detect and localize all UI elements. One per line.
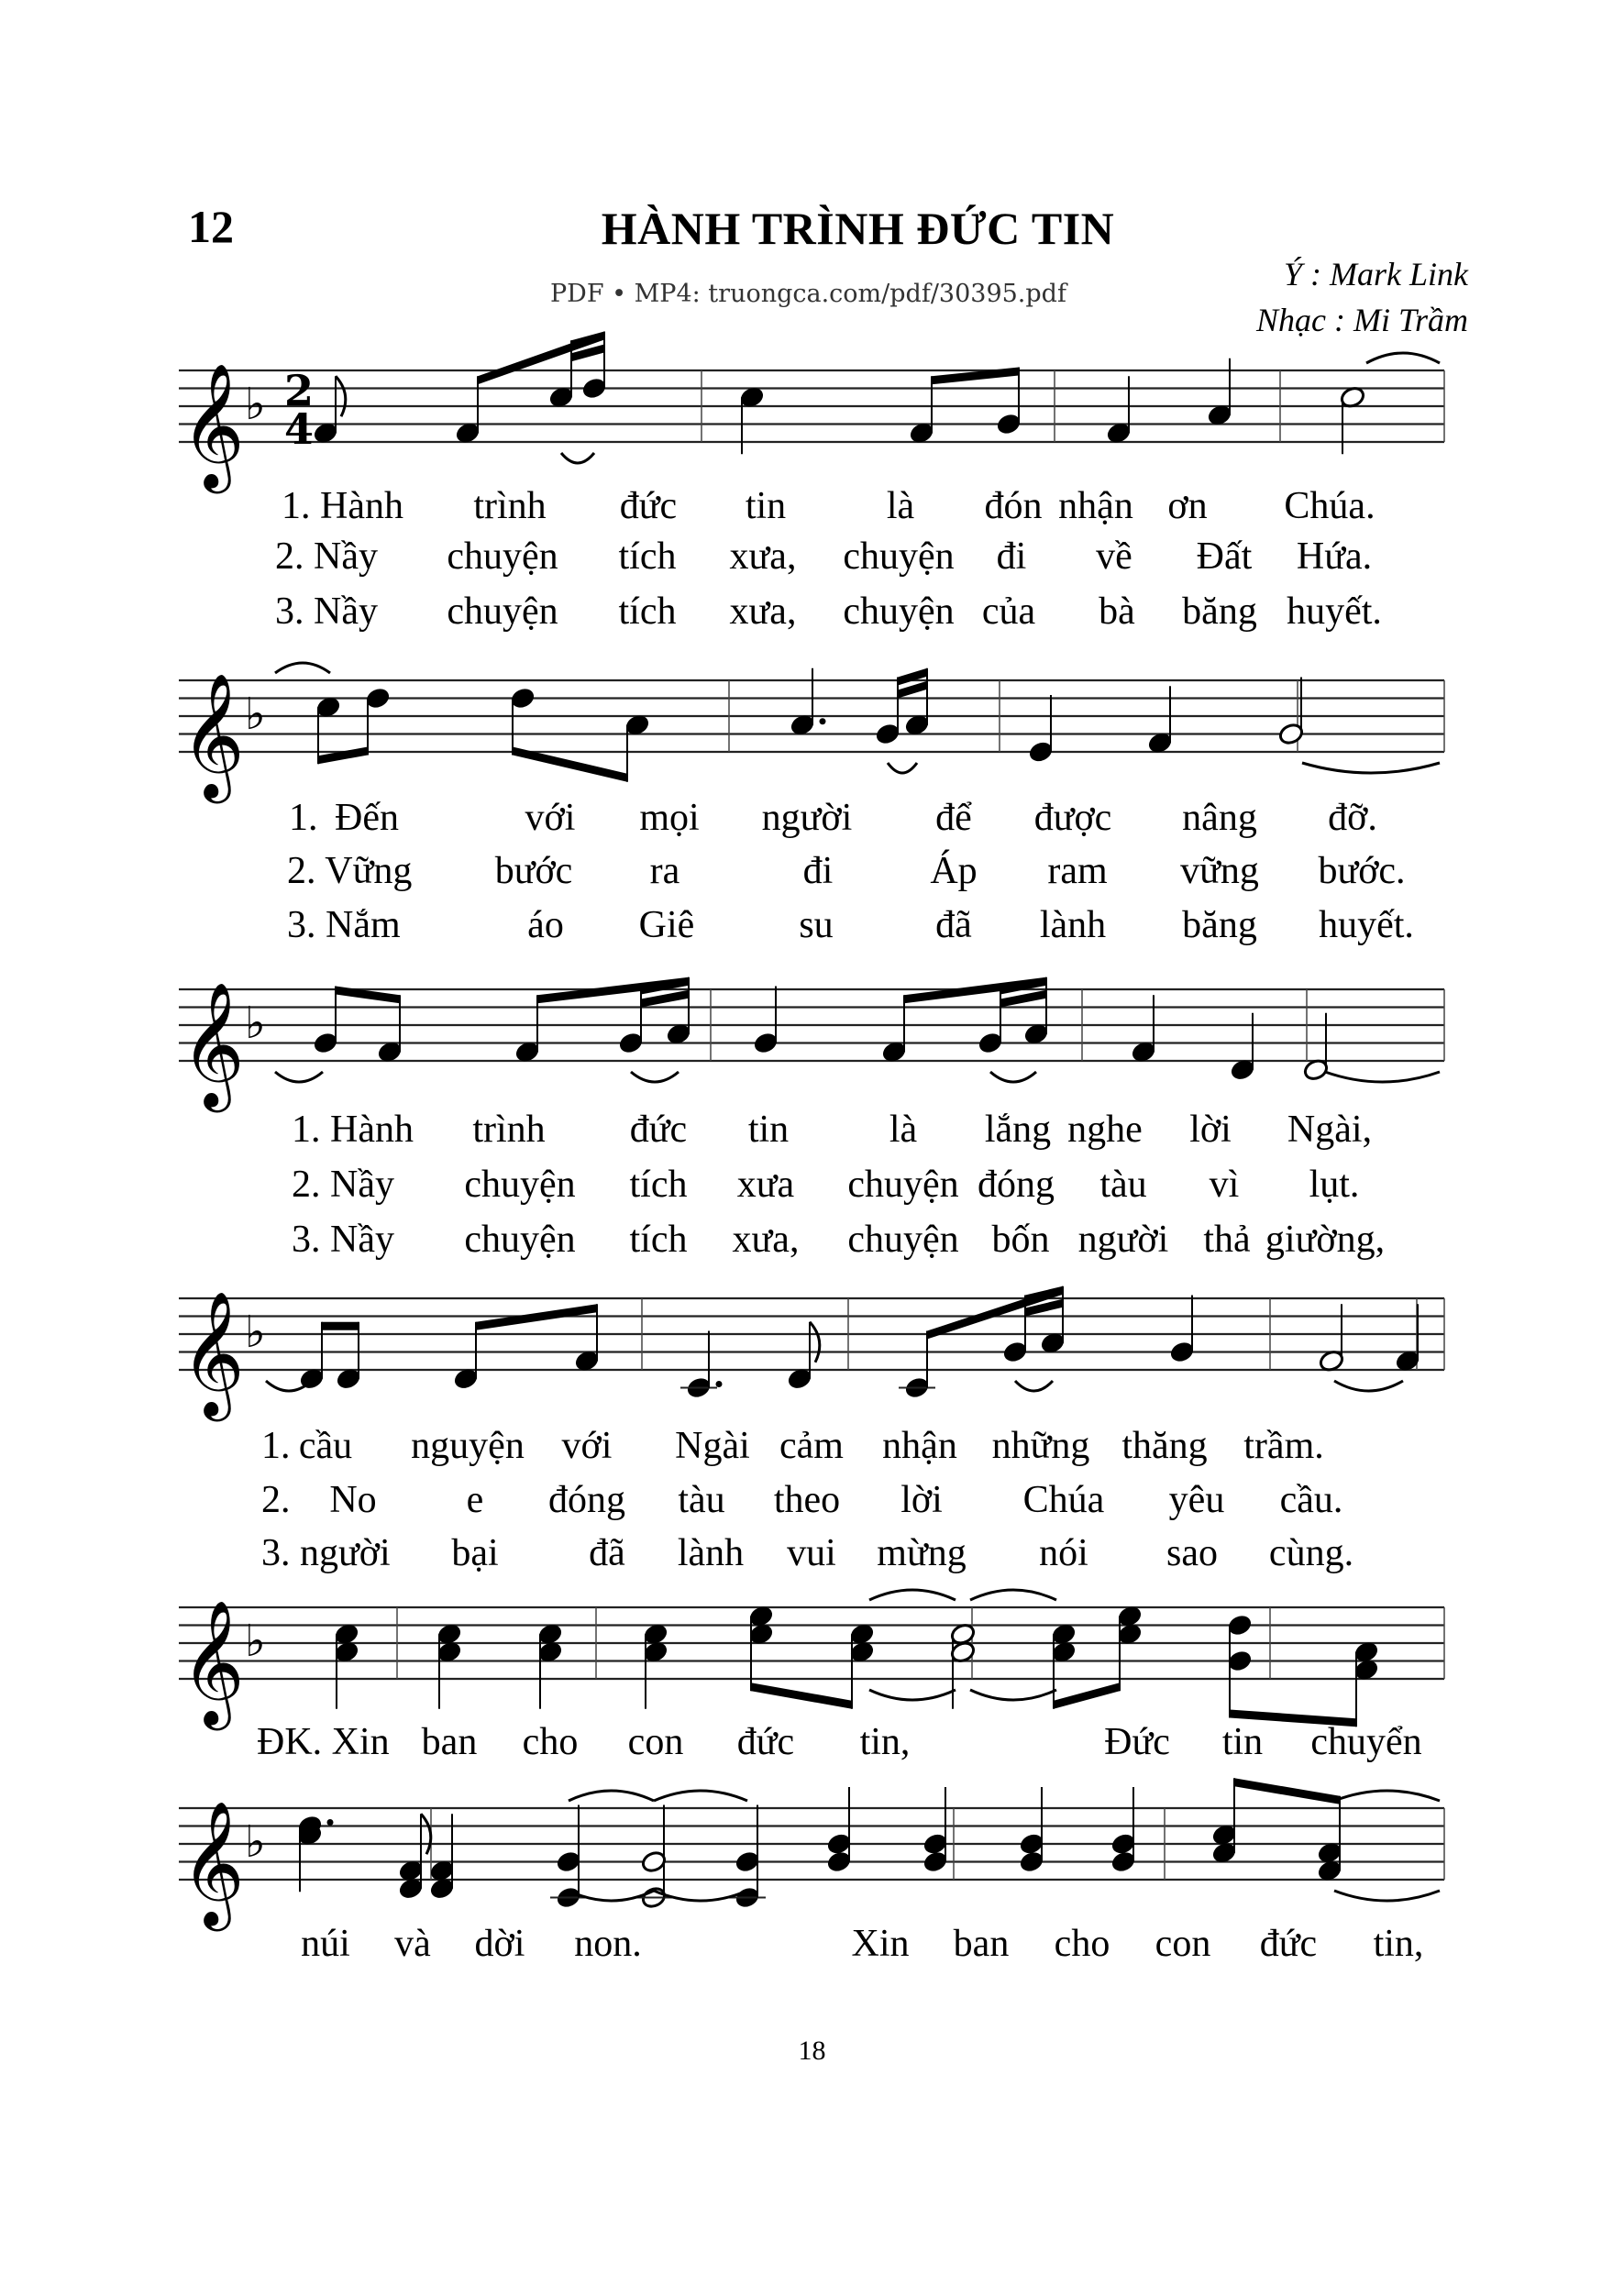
- staff-system: [179, 332, 1444, 494]
- beam: [1234, 1778, 1340, 1804]
- tie: [275, 663, 330, 673]
- lyric-word: tích: [618, 590, 677, 633]
- lyric-word: núi: [301, 1923, 350, 1965]
- lyric-word: đã: [935, 904, 972, 946]
- lyric-word: nghe: [1067, 1109, 1143, 1151]
- lyric-word: 2.: [261, 1479, 291, 1521]
- song-title: HÀNH TRÌNH ĐỨC TIN: [601, 203, 1115, 254]
- lyric-word: tàu: [678, 1479, 725, 1521]
- lyric-word: cầu: [298, 1425, 353, 1467]
- lyric-word: lành: [1039, 904, 1107, 946]
- lyric-word: theo: [773, 1479, 841, 1521]
- lyric-word: vững: [1180, 850, 1259, 892]
- lyric-word: giường,: [1265, 1219, 1386, 1261]
- tie: [631, 1072, 679, 1082]
- lyric-word: xưa: [736, 1164, 795, 1206]
- lyric-word: chuyện: [843, 535, 955, 578]
- lyric-word: trình: [472, 1109, 546, 1151]
- lyric-word: nguyện: [411, 1425, 525, 1467]
- lyric-word: lành: [677, 1532, 745, 1574]
- dot: [327, 1819, 334, 1826]
- lyric-word: cho: [1054, 1923, 1110, 1965]
- lyric-word: tin,: [1373, 1923, 1424, 1965]
- lyric-word: bà: [1099, 590, 1135, 633]
- treble-clef-icon: 𝄞: [181, 671, 245, 798]
- tie: [1302, 763, 1440, 773]
- lyric-word: chuyển: [1310, 1721, 1422, 1763]
- lyric-word: vì: [1209, 1164, 1240, 1206]
- lyric-word: chuyện: [447, 535, 558, 578]
- lyric-word: người: [761, 797, 853, 839]
- lyric-word: người: [1077, 1219, 1169, 1261]
- lyric-word: là: [889, 1109, 918, 1151]
- lyric-word: những: [991, 1425, 1090, 1467]
- lyric-word: đức: [619, 485, 678, 527]
- flat-key-signature-icon: ♭: [245, 689, 266, 740]
- lyric-word: tin: [745, 485, 787, 527]
- tie: [569, 1891, 654, 1901]
- tie: [1334, 1381, 1403, 1391]
- lyric-word: 3. Nắm: [287, 904, 401, 946]
- source-link[interactable]: PDF • MP4: truongca.com/pdf/30395.pdf: [550, 280, 1066, 308]
- tie: [869, 1690, 956, 1700]
- lyric-word: để: [935, 797, 972, 839]
- lyric-word: thả: [1203, 1219, 1251, 1261]
- lyric-word: bước.: [1318, 850, 1406, 892]
- lyric-word: sao: [1166, 1532, 1218, 1574]
- lyric-word: lụt.: [1309, 1164, 1360, 1206]
- tie: [869, 1590, 956, 1600]
- flat-key-signature-icon: ♭: [245, 998, 266, 1049]
- lyric-credit: Ý : Mark Link: [1284, 256, 1468, 292]
- lyric-word: bước: [494, 850, 573, 892]
- lyric-word: dời: [474, 1923, 525, 1965]
- lyric-word: e: [466, 1479, 484, 1521]
- time-signature-top: 2: [284, 366, 315, 415]
- treble-clef-icon: 𝄞: [181, 980, 245, 1107]
- lyric-word: 2. Nầy: [275, 535, 378, 578]
- lyric-word: áo: [527, 904, 564, 946]
- tie: [654, 1791, 747, 1801]
- lyric-word: cảm: [779, 1425, 844, 1467]
- lyric-word: su: [799, 904, 834, 946]
- lyric-word: ơn: [1167, 485, 1208, 527]
- lyric-word: tàu: [1099, 1164, 1147, 1206]
- lyric-word: đức: [736, 1721, 795, 1763]
- dot: [820, 718, 826, 724]
- tie: [970, 1690, 1056, 1700]
- lyric-word: và: [394, 1923, 431, 1965]
- lyric-word: Chúa.: [1284, 485, 1375, 527]
- lyric-word: nhận: [882, 1425, 957, 1467]
- tie: [1334, 1891, 1440, 1901]
- lyric-word: của: [981, 590, 1036, 633]
- lyric-word: cầu.: [1279, 1479, 1343, 1521]
- tie: [275, 1072, 323, 1082]
- lyric-word: về: [1096, 535, 1132, 578]
- tie: [1325, 1072, 1440, 1082]
- flat-key-signature-icon: ♭: [245, 379, 266, 430]
- lyric-word: thăng: [1121, 1425, 1208, 1467]
- song-number: 12: [188, 201, 234, 252]
- lyric-word: tin: [747, 1109, 790, 1151]
- staff-system: [179, 977, 1444, 1112]
- music-credit: Nhạc : Mi Trầm: [1255, 302, 1468, 338]
- lyric-word: xưa,: [729, 590, 797, 633]
- lyric-word: ban: [421, 1721, 478, 1763]
- lyric-word: đi: [996, 535, 1027, 578]
- lyric-word: Giê: [638, 904, 695, 946]
- lyric-word: No: [329, 1479, 377, 1521]
- lyric-word: nhận: [1058, 485, 1133, 527]
- eighth-flag: [421, 1814, 431, 1854]
- lyric-word: xưa,: [732, 1219, 800, 1261]
- lyric-word: ĐK. Xin: [257, 1721, 390, 1763]
- lyric-word: ram: [1047, 850, 1108, 892]
- lyric-word: đức: [1259, 1923, 1318, 1965]
- beam: [318, 747, 368, 765]
- lyric-word: lời: [1189, 1109, 1232, 1151]
- tie: [654, 1891, 747, 1901]
- beam: [1054, 1683, 1120, 1709]
- treble-clef-icon: 𝄞: [181, 361, 245, 488]
- treble-clef-icon: 𝄞: [181, 1598, 245, 1725]
- lyric-word: tin,: [859, 1721, 911, 1763]
- flat-key-signature-icon: ♭: [245, 1616, 266, 1667]
- lyric-word: xưa,: [729, 535, 797, 578]
- staff-system: [179, 1286, 1444, 1421]
- lyric-word: bại: [451, 1532, 499, 1574]
- lyric-word: Đến: [335, 797, 399, 839]
- lyric-word: yêu: [1168, 1479, 1225, 1521]
- lyric-word: non.: [574, 1923, 642, 1965]
- lyric-word: tích: [629, 1219, 688, 1261]
- lyric-word: đức: [629, 1109, 688, 1151]
- tie: [561, 453, 594, 463]
- lyric-word: chuyện: [464, 1219, 576, 1261]
- flat-key-signature-icon: ♭: [245, 1816, 266, 1868]
- tie: [1015, 1381, 1053, 1391]
- lyric-word: bốn: [991, 1219, 1050, 1261]
- lyric-word: 2. Vững: [287, 850, 413, 892]
- lyric-word: Hứa.: [1296, 535, 1373, 578]
- lyric-word: con: [627, 1721, 684, 1763]
- page-number: 18: [798, 2036, 826, 2066]
- lyric-word: là: [886, 485, 915, 527]
- lyric-word: chuyện: [847, 1164, 959, 1206]
- treble-clef-icon: 𝄞: [181, 1289, 245, 1416]
- tie: [1366, 353, 1440, 363]
- lyric-word: tích: [618, 535, 677, 578]
- lyric-word: nói: [1039, 1532, 1088, 1574]
- lyric-word: con: [1154, 1923, 1211, 1965]
- flat-key-signature-icon: ♭: [245, 1307, 266, 1358]
- lyric-word: chuyện: [847, 1219, 959, 1261]
- lyric-word: 1.: [289, 797, 318, 839]
- lyric-word: tích: [629, 1164, 688, 1206]
- lyric-word: với: [525, 797, 576, 839]
- lyric-word: cho: [522, 1721, 579, 1763]
- lyric-word: Xin: [851, 1923, 910, 1965]
- tie: [970, 1590, 1056, 1600]
- lyric-word: 1.: [261, 1425, 291, 1467]
- lyric-word: Đất: [1196, 535, 1253, 578]
- lyric-word: trình: [473, 485, 547, 527]
- lyric-word: tin: [1221, 1721, 1264, 1763]
- dot: [716, 1381, 723, 1387]
- staff-system: [179, 663, 1444, 803]
- lyric-word: nâng: [1182, 797, 1257, 839]
- lyric-word: Đức: [1104, 1721, 1170, 1763]
- lyric-word: mừng: [877, 1532, 967, 1574]
- lyric-word: đón: [984, 485, 1043, 527]
- tie: [888, 763, 917, 773]
- staff-system: [179, 1590, 1444, 1730]
- lyric-word: chuyện: [447, 590, 558, 633]
- lyric-word: đóng: [548, 1479, 625, 1521]
- lyric-word: mọi: [639, 797, 700, 839]
- lyric-word: đóng: [978, 1164, 1055, 1206]
- lyric-word: 3. người: [261, 1532, 391, 1574]
- lyric-word: ban: [953, 1923, 1010, 1965]
- lyric-word: băng: [1182, 590, 1257, 633]
- eighth-flag: [810, 1322, 820, 1363]
- tie: [1334, 1791, 1440, 1801]
- lyric-word: Chúa: [1022, 1479, 1105, 1521]
- time-signature-bottom: 4: [284, 404, 315, 454]
- lyric-word: cùng.: [1268, 1532, 1354, 1574]
- lyric-word: 1. Hành: [292, 1109, 414, 1151]
- tie: [569, 1791, 654, 1801]
- lyric-word: huyết.: [1287, 590, 1382, 633]
- lyric-word: lắng: [984, 1109, 1052, 1151]
- staff-system: [179, 1778, 1444, 1931]
- tie: [990, 1072, 1036, 1082]
- lyric-word: trầm.: [1243, 1425, 1324, 1467]
- lyric-word: đỡ.: [1328, 797, 1377, 839]
- beam: [322, 1322, 359, 1330]
- lyric-word: vui: [787, 1532, 836, 1574]
- lyric-word: lời: [900, 1479, 943, 1521]
- lyric-word: 3. Nầy: [275, 590, 378, 633]
- lyric-word: 3. Nầy: [292, 1219, 394, 1261]
- lyric-word: 2. Nầy: [292, 1164, 394, 1206]
- eighth-flag: [336, 376, 346, 416]
- lyric-word: Ngài,: [1287, 1109, 1373, 1151]
- lyric-word: 1. Hành: [282, 485, 403, 527]
- lyric-word: đã: [589, 1532, 625, 1574]
- lyric-word: băng: [1182, 904, 1257, 946]
- lyric-word: chuyện: [843, 590, 955, 633]
- lyric-word: đi: [802, 850, 834, 892]
- lyric-word: huyết.: [1319, 904, 1414, 946]
- lyric-word: ra: [649, 850, 680, 892]
- treble-clef-icon: 𝄞: [181, 1799, 245, 1925]
- beam: [751, 1683, 852, 1709]
- lyric-word: được: [1033, 797, 1112, 839]
- lyric-word: Áp: [930, 850, 978, 892]
- lyric-word: Ngài: [675, 1425, 750, 1467]
- lyric-word: chuyện: [464, 1164, 576, 1206]
- lyric-word: với: [561, 1425, 613, 1467]
